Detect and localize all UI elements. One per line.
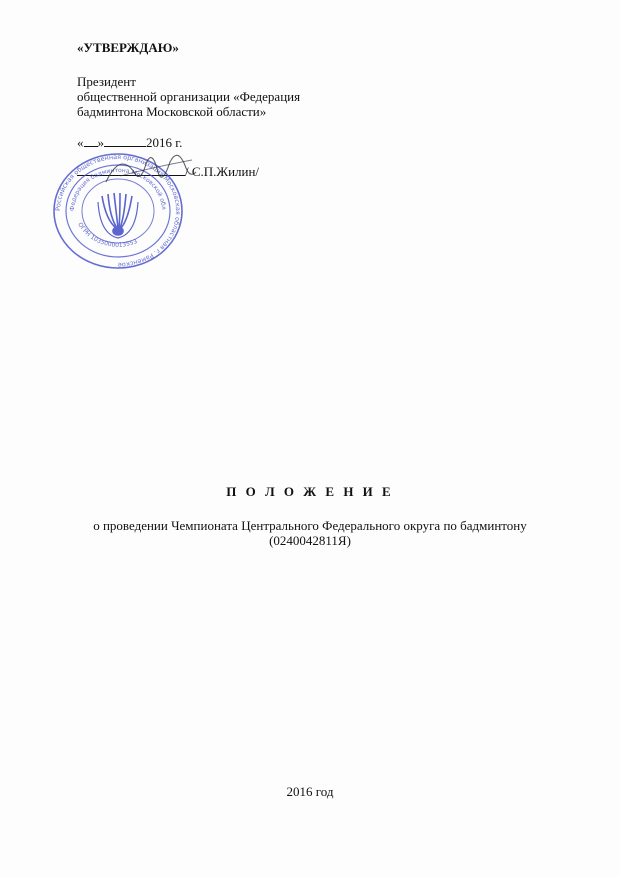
position-line-1: Президент xyxy=(77,74,136,89)
president-title-block xyxy=(77,74,300,119)
position-line-2: общественной организации «Федерация xyxy=(77,89,301,104)
stamp-inner-text: Федерация бадминтона Московской обл xyxy=(68,166,168,212)
document-title: П О Л О Ж Е Н И Е xyxy=(226,484,394,499)
signatory-name: / С.П.Жилин/ xyxy=(185,164,260,179)
position-line-3: бадминтона Московской области» xyxy=(77,104,267,119)
subtitle-line-1: о проведении Чемпионата Центрального Федерального округа по бадминтону xyxy=(93,518,527,533)
day-blank xyxy=(84,134,98,147)
subtitle-line-2: (0240042811Я) xyxy=(269,533,351,548)
date-year: 2016 г. xyxy=(146,135,183,150)
date-close-quote: » xyxy=(97,135,104,150)
stamp-outer-text: Российская общественная организация Московская областная г. Раменское xyxy=(53,152,183,270)
approval-heading: «УТВЕРЖДАЮ» xyxy=(77,40,179,55)
handwritten-signature-icon xyxy=(100,142,200,192)
document-year: 2016 год xyxy=(286,784,334,799)
date-open-quote: « xyxy=(77,135,84,150)
stamp-ogrn: ОГРН 1035000013553 xyxy=(76,221,139,249)
document-subtitle xyxy=(0,518,620,548)
